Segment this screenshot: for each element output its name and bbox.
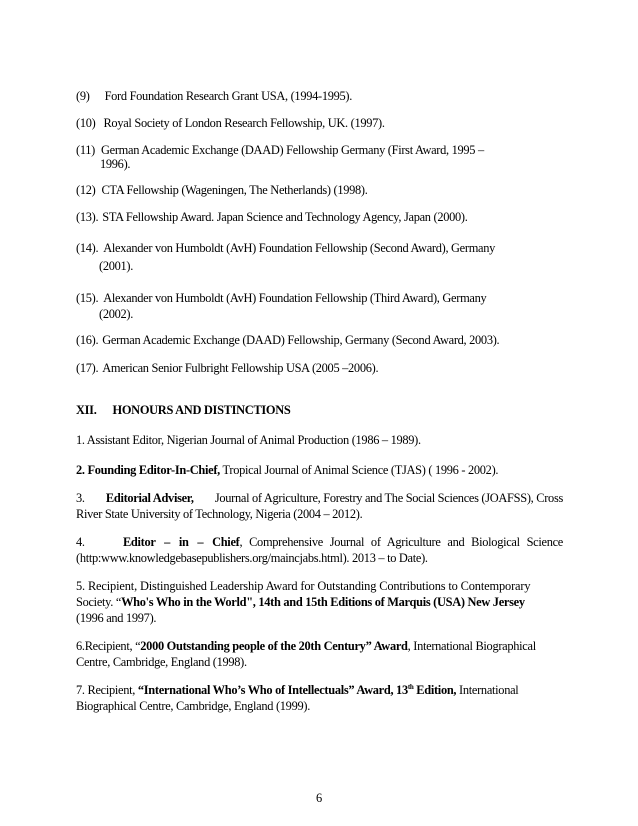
- fellowship-item-17: [76, 360, 566, 376]
- honour-item-4: [76, 534, 563, 550]
- honour-number: 4.: [76, 535, 85, 549]
- page-number: 6: [316, 791, 322, 805]
- honour-item-5-line1: 5. Recipient, Distinguished Leadership Award for Outstanding Contributions to Contemporary: [76, 579, 531, 593]
- honour-item-7-line2: Biographical Centre, Cambridge, England (1999).: [76, 699, 310, 713]
- section-number: XII.: [76, 403, 97, 417]
- fellowship-item-11: [76, 142, 566, 158]
- fellowship-item-15: [76, 290, 566, 306]
- honour-title: 2000 Outstanding people of the 20th Century” Award: [140, 639, 408, 653]
- honour-text: , Comprehensive Journal of Agriculture and Biological Science: [239, 535, 563, 549]
- item-text: German Academic Exchange (DAAD) Fellowship, Germany (Second Award, 2003).: [102, 333, 500, 347]
- fellowship-item-11-continuation: 1996).: [100, 157, 131, 171]
- honour-item-7: [76, 682, 518, 698]
- item-text: German Academic Exchange (DAAD) Fellowship Germany (First Award, 1995 –: [100, 143, 484, 157]
- honour-title: Editorial Adviser,: [105, 491, 194, 505]
- honour-item-2: [76, 462, 498, 478]
- fellowship-item-14-continuation: (2001).: [99, 259, 134, 273]
- section-title: HONOURS AND DISTINCTIONS: [112, 403, 291, 417]
- fellowship-item-15-continuation: (2002).: [99, 307, 134, 321]
- honour-item-6-line2: Centre, Cambridge, England (1998).: [76, 655, 247, 669]
- fellowship-item-9: [76, 88, 566, 104]
- item-text: STA Fellowship Award. Japan Science and Technology Agency, Japan (2000).: [102, 210, 468, 224]
- item-number: (12): [76, 183, 96, 197]
- honour-item-5-line3: (1996 and 1997).: [76, 611, 157, 625]
- honour-number: 3.: [76, 491, 85, 505]
- honour-text: Tropical Journal of Animal Science (TJAS) ( 1996 - 2002).: [219, 463, 499, 477]
- honour-item-1: 1. Assistant Editor, Nigerian Journal of Animal Production (1986 – 1989).: [76, 433, 421, 447]
- honour-title: Who's Who in the World", 14th and 15th Editions of Marquis (USA) New Jersey: [121, 595, 525, 609]
- item-text: Alexander von Humboldt (AvH) Foundation Fellowship (Second Award), Germany: [103, 241, 496, 255]
- item-number: (9): [76, 89, 90, 103]
- item-number: (13).: [76, 210, 99, 224]
- honour-item-5-line2: [76, 594, 525, 610]
- honour-text: 6.Recipient, “: [76, 639, 141, 653]
- honour-item-6: [76, 638, 536, 654]
- honour-text: Journal of Agriculture, Forestry and The Social Sciences (JOAFSS), Cross: [214, 491, 563, 505]
- item-number: (11): [76, 143, 95, 157]
- item-text: American Senior Fulbright Fellowship USA (2005 –2006).: [102, 361, 379, 375]
- honour-title: Editor – in – Chief: [122, 535, 240, 549]
- item-number: (16).: [76, 333, 99, 347]
- honour-item-3-line2: River State University of Technology, Nigeria (2004 – 2012).: [76, 507, 363, 521]
- ordinal-suffix: th: [407, 683, 414, 691]
- fellowship-item-14: [76, 240, 566, 256]
- honour-title: “International Who’s Who of Intellectuals” Award, 13: [137, 683, 408, 697]
- item-text: Royal Society of London Research Fellowship, UK. (1997).: [103, 116, 385, 130]
- item-number: (14).: [76, 241, 99, 255]
- item-number: (17).: [76, 361, 99, 375]
- honour-text: Society. “: [76, 595, 122, 609]
- honour-title: 2. Founding Editor-In-Chief,: [76, 463, 220, 477]
- item-text: CTA Fellowship (Wageningen, The Netherlands) (1998).: [101, 183, 368, 197]
- honour-text-2: , International Biographical: [407, 639, 536, 653]
- fellowship-item-16: [76, 332, 566, 348]
- section-heading: [76, 402, 566, 418]
- honour-item-4-line2: (http:www.knowledgebasepublishers.org/maincjabs.html). 2013 – to Date).: [76, 551, 428, 565]
- honour-text-2: International: [456, 683, 519, 697]
- fellowship-item-10: [76, 115, 566, 131]
- fellowship-item-12: [76, 182, 566, 198]
- item-number: (15).: [76, 291, 99, 305]
- item-text: Alexander von Humboldt (AvH) Foundation Fellowship (Third Award), Germany: [103, 291, 487, 305]
- honour-text: 7. Recipient,: [76, 683, 138, 697]
- item-number: (10): [76, 116, 96, 130]
- item-text: Ford Foundation Research Grant USA, (1994-1995).: [104, 89, 353, 103]
- honour-title-2: Edition,: [413, 683, 457, 697]
- honour-item-3: [76, 490, 563, 506]
- fellowship-item-13: [76, 209, 566, 225]
